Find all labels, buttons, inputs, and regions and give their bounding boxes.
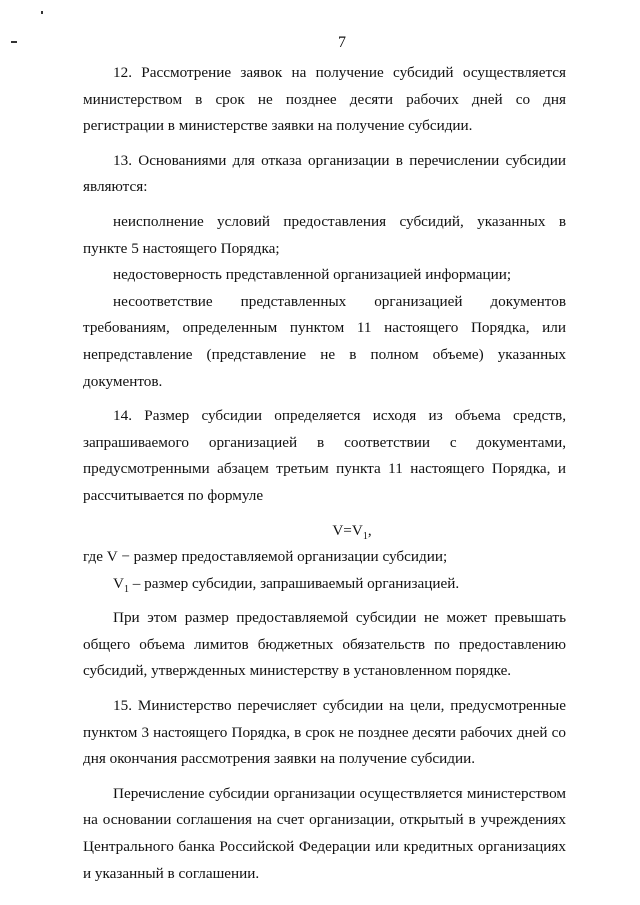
- page-number: 7: [338, 34, 346, 51]
- formula-end: ,: [367, 521, 372, 539]
- paragraph-15-transfer: Перечисление субсидии организации осуществляется министерством на основании соглашения на счет организации, открытый в учреждениях Центрального банка Российской Федерации или кредитных организациях и указанный в соглашении.: [83, 784, 566, 882]
- scan-artifact-dash: [11, 41, 17, 43]
- formula: [83, 518, 566, 545]
- paragraph-13: 13. Основаниями для отказа организации в перечислении субсидии являются:: [83, 151, 566, 196]
- document-body: [83, 60, 566, 887]
- scan-artifact-dot: [41, 11, 43, 14]
- formula-subscript: 1: [362, 530, 368, 542]
- formula-lhs: V=V: [332, 521, 363, 539]
- paragraph-14-limit: При этом размер предоставляемой субсидии не может превышать общего объема лимитов бюджетных обязательств по предоставлению субсидий, утвержденных министерству в установленном порядке.: [83, 609, 566, 680]
- formula-where-v: где V − размер предоставляемой организации субсидии;: [83, 548, 448, 566]
- v1-symbol: V: [113, 574, 124, 592]
- paragraph-12: 12. Рассмотрение заявок на получение субсидий осуществляется министерством в срок не позднее десяти рабочих дней со дня регистрации в министерстве заявки на получение субсидии.: [83, 64, 566, 135]
- paragraph-13-item-c: несоответствие представленных организацией документов требованиям, определенным пунктом 11 настоящего Порядка, или непредставление (представление не в полном объеме) указанных документов.: [83, 292, 566, 390]
- v1-subscript: 1: [123, 583, 129, 595]
- paragraph-14: 14. Размер субсидии определяется исходя из объема средств, запрашиваемого организацией в соответствии с документами, предусмотренными абзацем третьим пункта 11 настоящего Порядка, и рассчитывается по формуле: [83, 407, 566, 504]
- paragraph-13-item-a: неисполнение условий предоставления субсидий, указанных в пункте 5 настоящего Порядка;: [83, 212, 566, 257]
- v1-text: – размер субсидии, запрашиваемый организацией.: [128, 574, 460, 592]
- formula-where-v1: [83, 571, 566, 598]
- paragraph-15: 15. Министерство перечисляет субсидии на цели, предусмотренные пунктом 3 настоящего Порядка, в срок не позднее десяти рабочих дней со дня окончания рассмотрения заявки на получение субсидии.: [83, 697, 566, 768]
- paragraph-13-item-b: недостоверность представленной организацией информации;: [113, 266, 512, 284]
